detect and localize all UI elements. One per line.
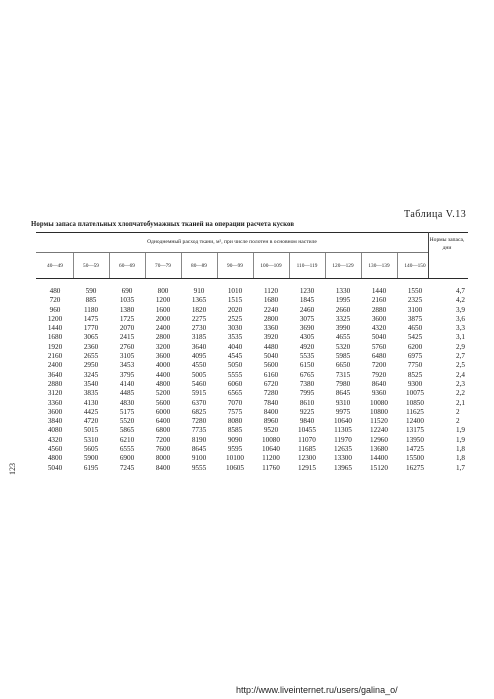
norm-cell: 4,2 [456, 296, 465, 305]
column-header: 50—59 [83, 263, 99, 269]
table-cell: 1600 [155, 305, 171, 314]
norm-cell: 1,9 [456, 435, 465, 444]
table-cell: 1680 [263, 296, 279, 305]
table-cell: 16275 [406, 463, 424, 472]
table-cell: 2070 [119, 324, 135, 333]
table-cell: 9225 [299, 407, 315, 416]
norm-cell: 2,5 [456, 361, 465, 370]
table-cell: 5200 [155, 389, 171, 398]
norm-cell: 2,1 [456, 398, 465, 407]
table-cell: 3640 [47, 370, 63, 379]
table-cell: 8645 [191, 445, 207, 454]
group-column-header: Одноднемный расход ткани, м², при числе полотен в основном настиле [147, 239, 317, 245]
table-cell: 2525 [227, 314, 243, 323]
table-cell: 885 [85, 296, 97, 305]
table-cell: 8960 [263, 417, 279, 426]
table-cell: 2415 [119, 333, 135, 342]
table-cell: 1035 [119, 296, 135, 305]
table-cell: 5900 [83, 454, 99, 463]
table-cell: 1380 [119, 305, 135, 314]
table-cell: 5040 [47, 463, 63, 472]
table-cell: 4130 [83, 398, 99, 407]
table-cell: 1920 [47, 342, 63, 351]
table-cell: 2730 [191, 324, 207, 333]
table-cell: 9310 [335, 398, 351, 407]
table-cell: 9300 [407, 379, 423, 388]
column-separator [217, 253, 218, 278]
table-cell: 9975 [335, 407, 351, 416]
table-cell: 4560 [47, 445, 63, 454]
table-cell: 5535 [299, 352, 315, 361]
table-cell: 7200 [371, 361, 387, 370]
table-cell: 13175 [406, 426, 424, 435]
table-cell: 8585 [227, 426, 243, 435]
table-cell: 4550 [191, 361, 207, 370]
table-cell: 4095 [191, 352, 207, 361]
table-cell: 1200 [155, 296, 171, 305]
table-cell: 2400 [47, 361, 63, 370]
table-cell: 9360 [371, 389, 387, 398]
table-cell: 10080 [262, 435, 280, 444]
table-cell: 6060 [227, 379, 243, 388]
table-cell: 5175 [119, 407, 135, 416]
table-cell: 12915 [298, 463, 316, 472]
table-cell: 13965 [334, 463, 352, 472]
table-cell: 2760 [119, 342, 135, 351]
table-cell: 3105 [119, 352, 135, 361]
table-cell: 1770 [83, 324, 99, 333]
table-cell: 6825 [191, 407, 207, 416]
table-cell: 2460 [299, 305, 315, 314]
table-cell: 5520 [119, 417, 135, 426]
norm-column-header: Нормы запаса, дни [429, 237, 465, 252]
table-cell: 12400 [406, 417, 424, 426]
norm-cell: 2,9 [456, 342, 465, 351]
table-cell: 6400 [155, 417, 171, 426]
table-cell: 10605 [226, 463, 244, 472]
table-cell: 4140 [119, 379, 135, 388]
table-cell: 5555 [227, 370, 243, 379]
table-cell: 3690 [299, 324, 315, 333]
norm-cell: 2 [456, 407, 460, 416]
table-cell: 4485 [119, 389, 135, 398]
table-cell: 1330 [335, 287, 351, 295]
table-cell: 3360 [263, 324, 279, 333]
table-cell: 1440 [47, 324, 63, 333]
table-cell: 4425 [83, 407, 99, 416]
column-header: 110—119 [296, 263, 318, 269]
table-cell: 5985 [335, 352, 351, 361]
table-cell: 10640 [262, 445, 280, 454]
table-cell: 7280 [191, 417, 207, 426]
table-cell: 3245 [83, 370, 99, 379]
table-cell: 5005 [191, 370, 207, 379]
table-cell: 910 [193, 287, 205, 295]
table-cell: 15120 [370, 463, 388, 472]
table-cell: 3640 [191, 342, 207, 351]
table-cell: 7980 [335, 379, 351, 388]
column-header: 70—79 [155, 263, 171, 269]
table-cell: 11305 [334, 426, 352, 435]
table-cell: 7840 [263, 398, 279, 407]
table-cell: 1200 [47, 314, 63, 323]
column-separator [253, 253, 254, 278]
table-cell: 11970 [334, 435, 352, 444]
column-separator [181, 253, 182, 278]
table-cell: 1010 [227, 287, 243, 295]
table-cell: 5040 [371, 333, 387, 342]
table-cell: 5460 [191, 379, 207, 388]
table-cell: 3920 [263, 333, 279, 342]
table-cell: 4000 [155, 361, 171, 370]
table-cell: 13680 [370, 445, 388, 454]
table-cell: 3120 [47, 389, 63, 398]
table-cell: 6555 [119, 445, 135, 454]
column-separator [361, 253, 362, 278]
table-top-rule [36, 232, 468, 233]
table-cell: 2240 [263, 305, 279, 314]
table-cell: 10080 [370, 398, 388, 407]
table-cell: 9840 [299, 417, 315, 426]
table-cell: 7200 [155, 435, 171, 444]
norm-cell: 3,6 [456, 314, 465, 323]
norm-cell: 4,7 [456, 287, 465, 295]
group-header-rule [36, 252, 428, 253]
table-cell: 1120 [263, 287, 279, 295]
table-cell: 3185 [191, 333, 207, 342]
table-cell: 5600 [155, 398, 171, 407]
norm-cell: 2,4 [456, 370, 465, 379]
table-cell: 2800 [155, 333, 171, 342]
column-header: 90—99 [227, 263, 243, 269]
table-cell: 14400 [370, 454, 388, 463]
source-url-watermark: http://www.liveinternet.ru/users/galina_o/ [236, 685, 398, 695]
header-bottom-rule [36, 278, 468, 279]
table-cell: 3990 [335, 324, 351, 333]
table-cell: 3840 [47, 417, 63, 426]
table-cell: 4830 [119, 398, 135, 407]
table-cell: 8080 [227, 417, 243, 426]
table-cell: 5915 [191, 389, 207, 398]
table-cell: 4320 [47, 435, 63, 444]
table-cell: 3600 [155, 352, 171, 361]
table-cell: 8645 [335, 389, 351, 398]
table-cell: 6200 [407, 342, 423, 351]
table-cell: 15500 [406, 454, 424, 463]
table-cell: 6195 [83, 463, 99, 472]
table-caption: Нормы запаса плательных хлопчатобумажных тканей на операции расчета кусков [31, 221, 295, 228]
table-cell: 10850 [406, 398, 424, 407]
table-cell: 4400 [155, 370, 171, 379]
norm-cell: 1,8 [456, 454, 465, 463]
data-table [37, 287, 477, 473]
column-header: 140—150 [404, 263, 426, 269]
norm-cell: 2,3 [456, 379, 465, 388]
table-cell: 8000 [155, 454, 171, 463]
table-cell: 7070 [227, 398, 243, 407]
table-cell: 1820 [191, 305, 207, 314]
table-cell: 14725 [406, 445, 424, 454]
table-cell: 8610 [299, 398, 315, 407]
norm-cell: 3,9 [456, 305, 465, 314]
table-cell: 3535 [227, 333, 243, 342]
norm-cell: 3,3 [456, 324, 465, 333]
table-cell: 10455 [298, 426, 316, 435]
table-cell: 1180 [83, 305, 99, 314]
table-cell: 4320 [371, 324, 387, 333]
column-header: 130—139 [368, 263, 390, 269]
column-separator [289, 253, 290, 278]
table-cell: 9520 [263, 426, 279, 435]
table-cell: 5310 [83, 435, 99, 444]
table-cell: 480 [49, 287, 61, 295]
page-number: 123 [8, 463, 17, 475]
table-cell: 7995 [299, 389, 315, 398]
table-cell: 8400 [155, 463, 171, 472]
table-cell: 2655 [83, 352, 99, 361]
table-cell: 3795 [119, 370, 135, 379]
table-cell: 6765 [299, 370, 315, 379]
table-cell: 4650 [407, 324, 423, 333]
table-cell: 13950 [406, 435, 424, 444]
column-header: 60—69 [119, 263, 135, 269]
table-cell: 3835 [83, 389, 99, 398]
table-cell: 7575 [227, 407, 243, 416]
table-cell: 1475 [83, 314, 99, 323]
table-cell: 4080 [47, 426, 63, 435]
table-cell: 4720 [83, 417, 99, 426]
column-separator [397, 253, 398, 278]
table-cell: 7750 [407, 361, 423, 370]
table-cell: 10075 [406, 389, 424, 398]
norm-cell: 2,2 [456, 389, 465, 398]
table-cell: 1550 [407, 287, 423, 295]
table-cell: 2160 [47, 352, 63, 361]
table-cell: 5605 [83, 445, 99, 454]
table-cell: 8190 [191, 435, 207, 444]
table-cell: 1365 [191, 296, 207, 305]
table-cell: 3075 [299, 314, 315, 323]
table-cell: 11070 [298, 435, 316, 444]
table-cell: 3100 [407, 305, 423, 314]
table-cell: 2880 [371, 305, 387, 314]
table-cell: 1515 [227, 296, 243, 305]
table-cell: 3200 [155, 342, 171, 351]
table-cell: 5050 [227, 361, 243, 370]
norm-cell: 1,9 [456, 426, 465, 435]
column-header: 120—129 [332, 263, 354, 269]
table-cell: 11520 [370, 417, 388, 426]
table-cell: 7315 [335, 370, 351, 379]
table-cell: 9595 [227, 445, 243, 454]
table-cell: 2020 [227, 305, 243, 314]
table-cell: 800 [157, 287, 169, 295]
table-cell: 3360 [47, 398, 63, 407]
table-cell: 7280 [263, 389, 279, 398]
table-cell: 7245 [119, 463, 135, 472]
table-cell: 9090 [227, 435, 243, 444]
table-cell: 1440 [371, 287, 387, 295]
table-cell: 10640 [334, 417, 352, 426]
table-cell: 12300 [298, 454, 316, 463]
table-cell: 6650 [335, 361, 351, 370]
table-cell: 4655 [335, 333, 351, 342]
table-cell: 11760 [262, 463, 280, 472]
norm-cell: 2 [456, 417, 460, 426]
table-cell: 6370 [191, 398, 207, 407]
table-cell: 7735 [191, 426, 207, 435]
table-cell: 6000 [155, 407, 171, 416]
table-cell: 6565 [227, 389, 243, 398]
table-cell: 5600 [263, 361, 279, 370]
table-cell: 690 [121, 287, 133, 295]
table-cell: 5320 [335, 342, 351, 351]
table-cell: 4800 [155, 379, 171, 388]
column-separator [109, 253, 110, 278]
table-cell: 6210 [119, 435, 135, 444]
table-cell: 6900 [119, 454, 135, 463]
table-cell: 3540 [83, 379, 99, 388]
table-cell: 3875 [407, 314, 423, 323]
table-cell: 12960 [370, 435, 388, 444]
table-cell: 12635 [334, 445, 352, 454]
table-cell: 11200 [262, 454, 280, 463]
table-cell: 6800 [155, 426, 171, 435]
column-header: 80—89 [191, 263, 207, 269]
table-cell: 7920 [371, 370, 387, 379]
table-cell: 12240 [370, 426, 388, 435]
column-header: 40—49 [47, 263, 63, 269]
table-cell: 10100 [226, 454, 244, 463]
table-cell: 4545 [227, 352, 243, 361]
table-cell: 6150 [299, 361, 315, 370]
table-cell: 2880 [47, 379, 63, 388]
table-cell: 2325 [407, 296, 423, 305]
table-cell: 4800 [47, 454, 63, 463]
table-cell: 3030 [227, 324, 243, 333]
table-cell: 6975 [407, 352, 423, 361]
table-cell: 6480 [371, 352, 387, 361]
table-cell: 1725 [119, 314, 135, 323]
table-cell: 10800 [370, 407, 388, 416]
table-cell: 6720 [263, 379, 279, 388]
table-cell: 720 [49, 296, 61, 305]
norm-cell: 1,7 [456, 463, 465, 472]
column-separator [145, 253, 146, 278]
column-header: 100—109 [260, 263, 282, 269]
norm-cell: 2,7 [456, 352, 465, 361]
table-cell: 8525 [407, 370, 423, 379]
column-separator [73, 253, 74, 278]
table-cell: 11625 [406, 407, 424, 416]
table-cell: 2800 [263, 314, 279, 323]
table-cell: 5425 [407, 333, 423, 342]
table-cell: 8400 [263, 407, 279, 416]
table-cell: 4480 [263, 342, 279, 351]
table-cell: 5015 [83, 426, 99, 435]
table-cell: 3065 [83, 333, 99, 342]
table-cell: 2360 [83, 342, 99, 351]
table-cell: 7380 [299, 379, 315, 388]
table-cell: 3453 [119, 361, 135, 370]
table-cell: 8640 [371, 379, 387, 388]
norm-cell: 3,1 [456, 333, 465, 342]
table-cell: 3325 [335, 314, 351, 323]
table-cell: 5865 [119, 426, 135, 435]
table-cell: 1680 [47, 333, 63, 342]
table-cell: 3600 [47, 407, 63, 416]
table-cell: 5040 [263, 352, 279, 361]
table-cell: 9100 [191, 454, 207, 463]
table-cell: 590 [85, 287, 97, 295]
table-cell: 4040 [227, 342, 243, 351]
table-cell: 960 [49, 305, 61, 314]
column-separator [325, 253, 326, 278]
table-cell: 2000 [155, 314, 171, 323]
table-cell: 2160 [371, 296, 387, 305]
table-number-label: Таблица V.13 [404, 209, 467, 220]
table-cell: 11685 [298, 445, 316, 454]
norm-cell: 1,8 [456, 445, 465, 454]
table-cell: 4305 [299, 333, 315, 342]
table-cell: 2950 [83, 361, 99, 370]
table-cell: 7600 [155, 445, 171, 454]
table-cell: 1995 [335, 296, 351, 305]
table-cell: 2400 [155, 324, 171, 333]
table-cell: 2275 [191, 314, 207, 323]
table-cell: 9555 [191, 463, 207, 472]
table-cell: 1845 [299, 296, 315, 305]
table-cell: 13300 [334, 454, 352, 463]
table-cell: 4920 [299, 342, 315, 351]
table-cell: 5760 [371, 342, 387, 351]
table-cell: 2660 [335, 305, 351, 314]
table-cell: 3600 [371, 314, 387, 323]
table-cell: 6160 [263, 370, 279, 379]
table-cell: 1230 [299, 287, 315, 295]
